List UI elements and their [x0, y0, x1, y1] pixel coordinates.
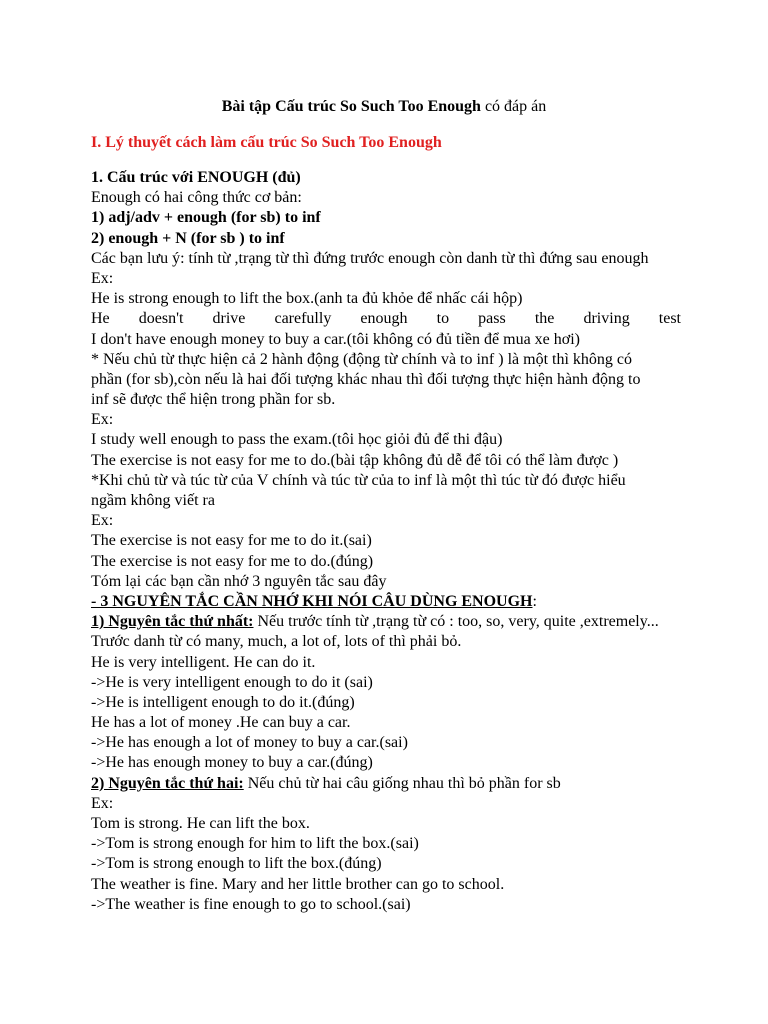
- text-line: ->He has enough a lot of money to buy a car.(sai): [91, 734, 408, 752]
- text-line: ->He is very intelligent enough to do it (sai): [91, 673, 373, 691]
- example-label: Ex:: [91, 269, 114, 287]
- section-heading: I. Lý thuyết cách làm cấu trúc So Such Too Enough: [91, 134, 442, 151]
- word: pass: [478, 310, 506, 328]
- word: driving: [583, 310, 630, 328]
- text-line: Các bạn lưu ý: tính từ ,trạng từ thì đứng trước enough còn danh từ thì đứng sau enough: [91, 249, 649, 267]
- text-line: *Khi chủ từ và túc từ của V chính và túc từ của to inf là một thì túc từ đó được hiểu: [91, 471, 626, 489]
- text-line: I don't have enough money to buy a car.(tôi không có đủ tiền để mua xe hơi): [91, 330, 580, 348]
- text-line: He is strong enough to lift the box.(anh ta đủ khỏe để nhấc cái hộp): [91, 290, 523, 308]
- body-text: [91, 168, 681, 915]
- text-line: ngầm không viết ra: [91, 492, 215, 509]
- rules-heading: [91, 592, 681, 612]
- word: doesn't: [138, 310, 184, 328]
- text-line: ->Tom is strong enough for him to lift the box.(sai): [91, 835, 419, 853]
- word: carefully: [274, 310, 332, 328]
- text-line: ->He has enough money to buy a car.(đúng): [91, 754, 373, 772]
- rule-two: [91, 774, 681, 794]
- text-line: ->He is intelligent enough to do it.(đúng): [91, 693, 355, 711]
- text-line: phần (for sb),còn nếu là hai đối tượng khác nhau thì đối tượng thực hiện hành động to: [91, 370, 641, 388]
- document-title: [0, 96, 768, 118]
- text-line: inf sẽ được thể hiện trong phần for sb.: [91, 391, 336, 409]
- rules-heading-colon: :: [532, 592, 537, 610]
- text-line: * Nếu chủ từ thực hiện cả 2 hành động (động từ chính và to inf ) là một thì không có: [91, 350, 633, 368]
- formula-line: 2) enough + N (for sb ) to inf: [91, 229, 285, 247]
- rule-one: [91, 612, 681, 632]
- text-line: The exercise is not easy for me to do it.(sai): [91, 532, 372, 550]
- text-line: Trước danh từ có many, much, a lot of, lots of thì phải bỏ.: [91, 633, 462, 651]
- word: the: [534, 310, 555, 328]
- text-line: I study well enough to pass the exam.(tôi học giỏi đủ để thi đậu): [91, 431, 503, 449]
- example-label: Ex:: [91, 512, 114, 530]
- text-line: He is very intelligent. He can do it.: [91, 653, 316, 671]
- text-line: ->Tom is strong enough to lift the box.(đúng): [91, 855, 382, 873]
- subheading-enough: 1. Cấu trúc với ENOUGH (đủ): [91, 169, 301, 186]
- text-line: He has a lot of money .He can buy a car.: [91, 714, 351, 732]
- text-line: Tom is strong. He can lift the box.: [91, 815, 310, 832]
- text-line: ->The weather is fine enough to go to school.(sai): [91, 895, 411, 913]
- rule-two-text: Nếu chủ từ hai câu giống nhau thì bỏ phần for sb: [243, 774, 561, 792]
- word: He: [91, 310, 110, 328]
- example-label: Ex:: [91, 411, 114, 429]
- rule-two-label: 2) Nguyên tắc thứ hai:: [91, 774, 244, 792]
- title-bold-part: Bài tập Cấu trúc So Such Too Enough: [221, 98, 481, 115]
- formula-line: 1) adj/adv + enough (for sb) to inf: [91, 209, 321, 227]
- example-label: Ex:: [91, 794, 114, 812]
- text-line: Enough có hai công thức cơ bản:: [91, 189, 302, 207]
- word: to: [436, 310, 450, 328]
- justified-line: [91, 309, 681, 329]
- text-line: The weather is fine. Mary and her little brother can go to school.: [91, 875, 505, 893]
- text-line: The exercise is not easy for me to do.(đúng): [91, 552, 374, 570]
- word: drive: [212, 310, 246, 328]
- word: test: [658, 310, 681, 328]
- rules-heading-text: - 3 NGUYÊN TẮC CẦN NHỚ KHI NÓI CÂU DÙNG ENOUGH: [91, 592, 533, 610]
- rule-one-text: Nếu trước tính từ ,trạng từ có : too, so, very, quite ,extremely...: [253, 613, 659, 631]
- word: enough: [360, 310, 408, 328]
- rule-one-label: 1) Nguyên tắc thứ nhất:: [91, 613, 254, 631]
- title-normal-part: có đáp án: [480, 98, 547, 115]
- text-line: The exercise is not easy for me to do.(bài tập không đủ dễ để tôi có thể làm được ): [91, 451, 619, 469]
- text-line: Tóm lại các bạn cần nhớ 3 nguyên tắc sau đây: [91, 572, 387, 590]
